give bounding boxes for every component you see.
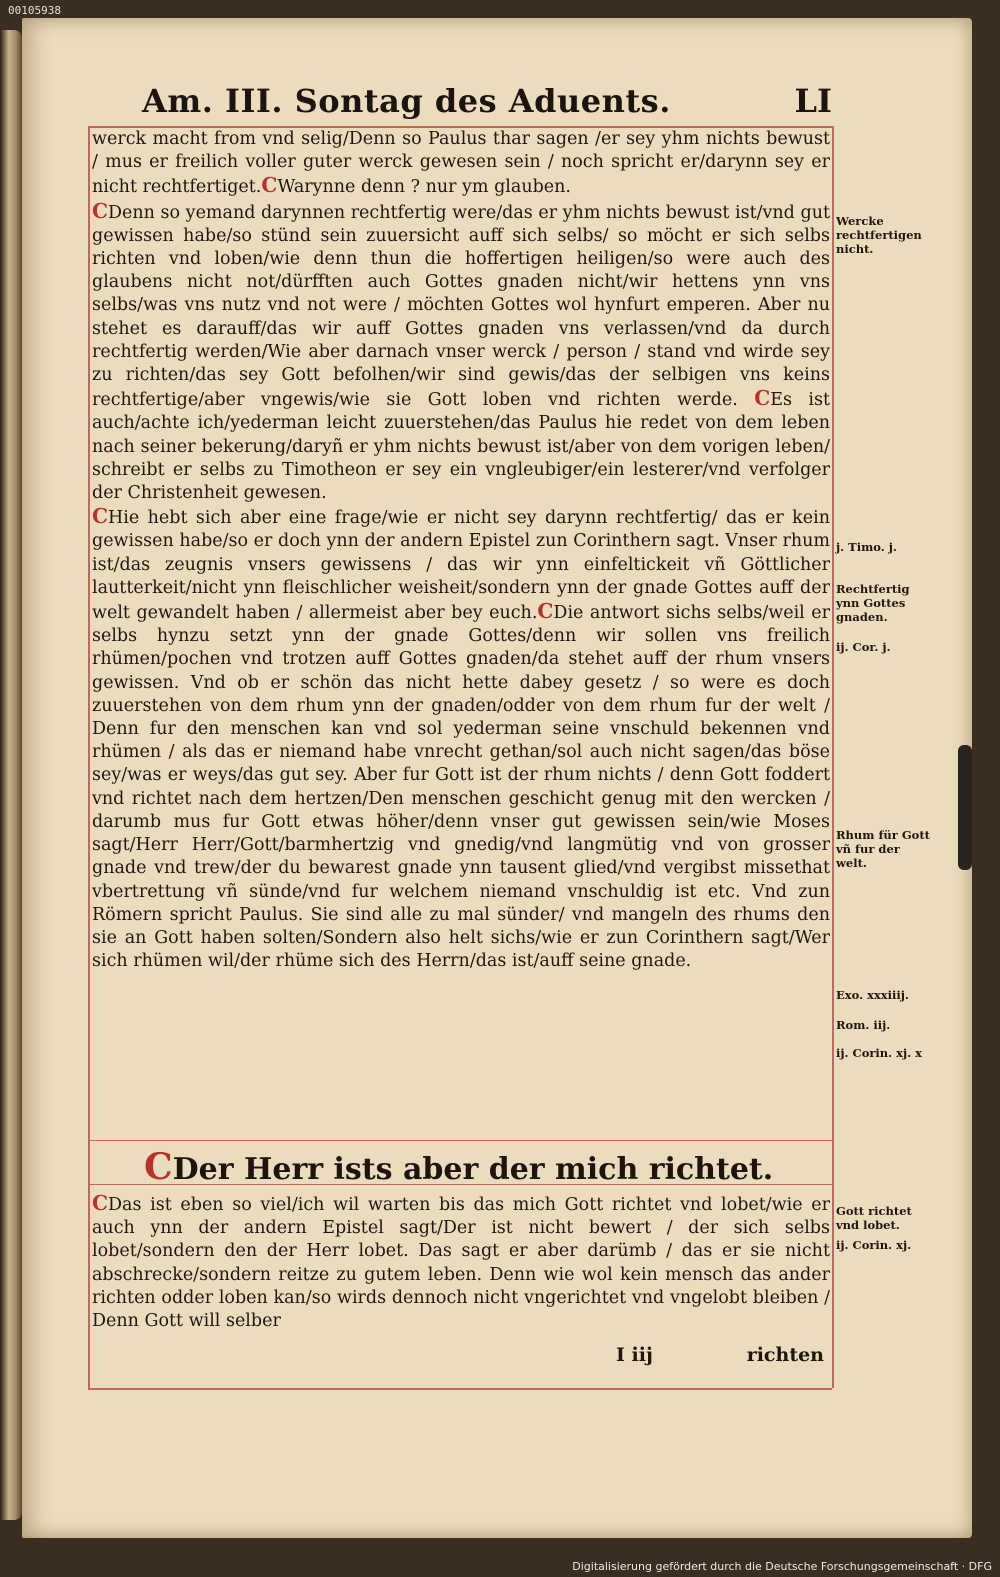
margin-note: Rom. iij. bbox=[836, 1018, 891, 1032]
paragraph-3 bbox=[92, 505, 830, 973]
main-text-upper bbox=[92, 128, 830, 973]
paragraph-1 bbox=[92, 128, 830, 200]
pilcrow-mark: C bbox=[144, 1146, 173, 1188]
scan-id-label: 00105938 bbox=[8, 4, 61, 17]
running-head: Am. III. Sontag des Aduents. bbox=[142, 82, 671, 120]
page-header bbox=[142, 82, 832, 126]
margin-note: Rechtfertig ynn Gottes gnaden. bbox=[836, 582, 910, 624]
frame-rule-bottom bbox=[88, 1388, 832, 1390]
main-text-lower bbox=[92, 1192, 830, 1333]
section-heading bbox=[144, 1146, 824, 1188]
paragraph-2-tail: Es ist auch/achte ich/yederman leicht zuuerstehen/das Paulus hie redet von dem leben nach seiner bekerung/daryñ er yhm nichts bewust ist/aber von dem vorigen leben/ schreibt er selbs zu Timotheon er sey ein vngleubiger/ein lesterer/vnd verfolger der Christenheit gewesen. bbox=[92, 390, 830, 504]
pilcrow-mark: C bbox=[754, 386, 771, 411]
pilcrow-mark: C bbox=[92, 504, 109, 529]
folio-number: LI bbox=[794, 82, 832, 120]
margin-note: Wercke rechtfertigen nicht. bbox=[836, 214, 922, 256]
section-rule-upper bbox=[88, 1140, 832, 1141]
catchword: richten bbox=[746, 1344, 824, 1366]
margin-note: Exo. xxxiiij. bbox=[836, 988, 909, 1002]
book-clasp bbox=[958, 745, 972, 870]
paragraph-1-text: werck macht from vnd selig/Denn so Paulus thar sagen /er sey yhm nichts bewust / mus er freilich voller guter werck gewesen sein / noch spricht er/darynn sey er nicht rechtfertiget. bbox=[92, 129, 830, 198]
pilcrow-mark: C bbox=[537, 599, 554, 624]
pilcrow-mark: C bbox=[92, 198, 109, 223]
margin-note: ij. Corin. xj. bbox=[836, 1238, 912, 1252]
paragraph-3-tail: Die antwort sichs selbs/weil er selbs hynzu setzt ynn der gnade Gottes/denn wir sollen vns freilich rhümen/pochen vnd trotzen auff Gottes gnaden/da stehet auff der rhum vnsers gewissen. Vnd ob er schön das nicht hette dabey gesetz / so were es doch zuuerstehen von dem rhum ynn der gnaden/odder von dem rhum fur der welt / Denn fur den menschen kan vnd sol yederman seine vnschuld bekennen vnd rhümen / als das er niemand habe vnrecht gethan/sol auch nicht sagen/das böse sey/was er weys/das gut sey. Aber fur Gott ist der rhum nichts / denn Gott foddert vnd richtet nach dem hertzen/Den menschen geschicht genug mit den wercken / darumb mus fur Gott etwas höher/denn vnser gut gewissen sein/wie Moses sagt/Herr Herr/Gott/barmhertzig vnd gnedig/vnd langmütig vnd von grosser gnade vnd trew/der du bewarest gnade ynn tausent glied/vnd vergibst missethat vbertrettung vñ sünde/vnd fur welchem niemand vnschuldig ist etc. Vnd zun Römern spricht Paulus. Sie sind alle zu mal sünder/ vnd mangeln des rhums den sie an Gott haben solten/Sondern also helt sichs/wie er zun Corinthern sagt/Wer sich rhümen wil/der rhüme sich des Herrn/das ist/auff seine gnade. bbox=[92, 603, 831, 972]
paragraph-3-text: Hie hebt sich aber eine frage/wie er nicht sey darynn rechtfertig/ das er kein gewissen habe/so er doch ynn der andern Epistel zun Corinthern sagt. Vnser rhum ist/das zeugnis vnsers gewissens / das wir ynn einfeltickeit vñ Göttlicher lautterkeit/nicht ynn fleischlicher weisheit/sondern ynn der gnade Gottes auff der welt gewandelt haben / allermeist aber bey euch. bbox=[92, 508, 830, 624]
catchword-row bbox=[600, 1344, 830, 1370]
digitization-credit: Digitalisierung gefördert durch die Deutsche Forschungsgemeinschaft · DFG bbox=[572, 1560, 992, 1573]
pilcrow-mark: C bbox=[261, 173, 278, 198]
section-heading-text: Der Herr ists aber der mich richtet. bbox=[172, 1152, 774, 1187]
margin-note: ij. Corin. xj. x bbox=[836, 1046, 923, 1060]
signature-mark: I iij bbox=[616, 1344, 653, 1366]
frame-rule-left bbox=[88, 126, 90, 1388]
paragraph-4-text: Das ist eben so viel/ich wil warten bis das mich Gott richtet vnd lobet/wie er auch ynn der andern Epistel sagt/Der ist nicht bewert / der sich selbs lobet/sondern den der Herr lobet. Das sagt er aber darümb / das er sie nicht abschrecke/sondern reitze zu gutem leben. Denn wie wol kein mensch das ander richten odder loben kan/so wirds dennoch nicht vngerichtet vnd vngelobt bleiben / Denn Gott will selber bbox=[92, 1195, 830, 1332]
pilcrow-mark: C bbox=[92, 1191, 109, 1215]
margin-note: ij. Cor. j. bbox=[836, 640, 891, 654]
margin-note: j. Timo. j. bbox=[836, 540, 897, 554]
book-left-edge bbox=[0, 30, 22, 1520]
paragraph-1-tail: Warynne denn ? nur ym glauben. bbox=[277, 177, 571, 198]
frame-rule-right bbox=[832, 126, 834, 1388]
paragraph-4 bbox=[92, 1192, 830, 1333]
margin-note: Gott richtet vnd lobet. bbox=[836, 1204, 912, 1232]
paragraph-2 bbox=[92, 200, 830, 506]
paragraph-2-text: Denn so yemand darynnen rechtfertig were/das er yhm nichts bewust ist/vnd gut gewissen habe/so stünd sein zuuersicht auff sich selbs/ so möcht er sich selbs richten vnd loben/wie denn thun die hoffertigen heiligen/so were auch des glaubens nicht not/dürfften auch Gottes gnaden nicht/wir hettens ynn vns selbs/was vns nutz vnd not were / möchten Gottes wol hynfurt emperen. Aber nu stehet es darauff/das wir auff Gottes gnaden vns verlassen/vnd da durch rechtfertig werden/Wie aber darnach vnser werck / person / stand vnd wirde sey zu richten/das sey Gott befolhen/wir sind gewis/das der selbigen vns keins rechtfertige/aber vngewis/wie sie Gott loben vnd richten werde. bbox=[92, 202, 830, 411]
margin-note: Rhum für Gott vñ fur der welt. bbox=[836, 828, 930, 870]
